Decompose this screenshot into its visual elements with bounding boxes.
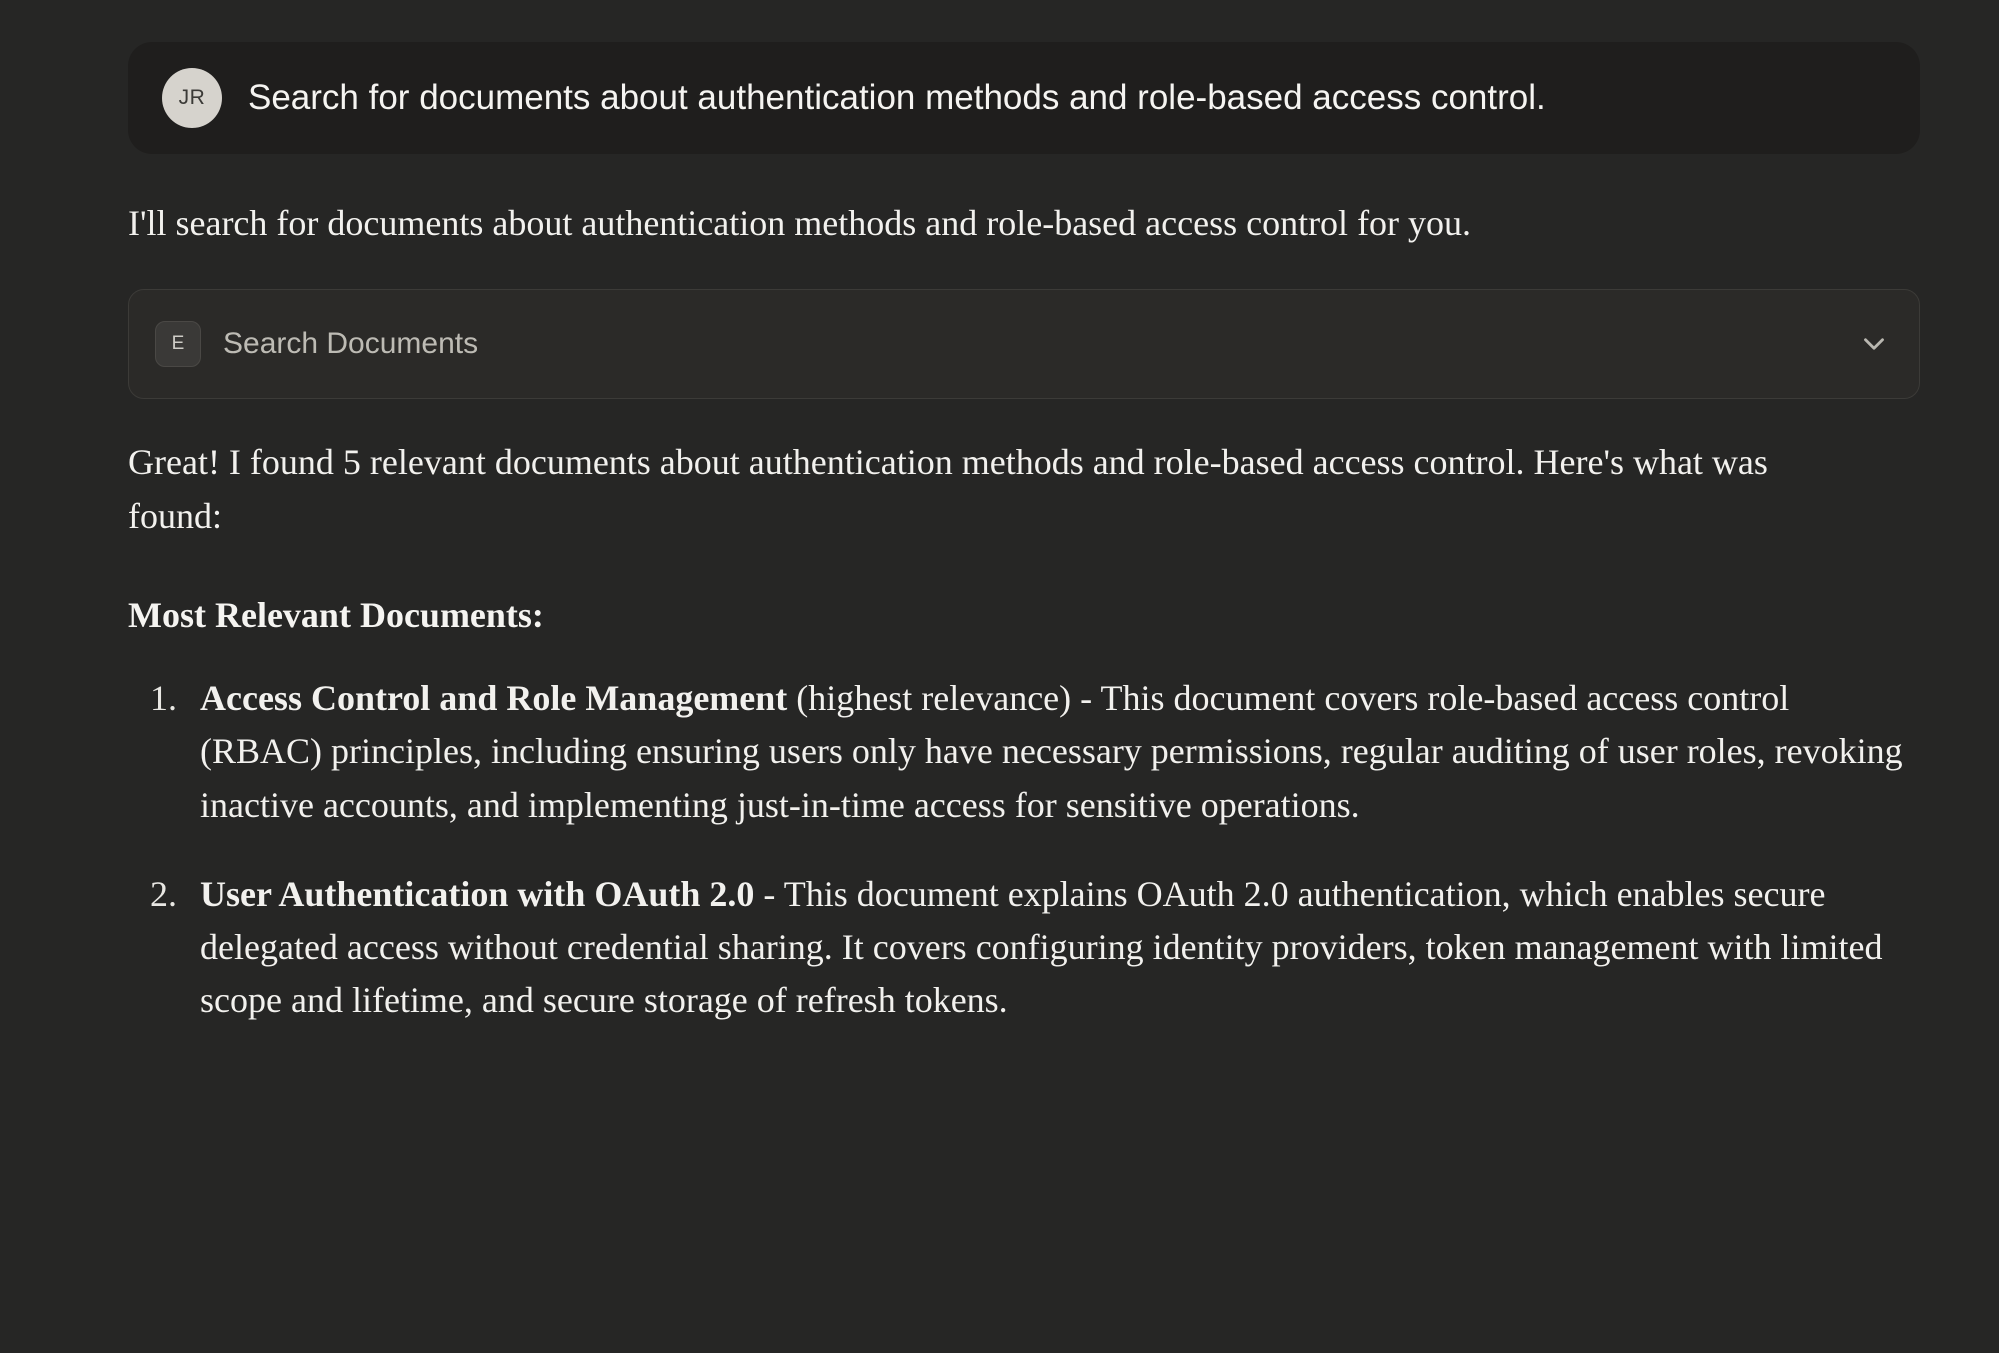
assistant-result-summary: Great! I found 5 relevant documents about authentication methods and role-based access control. Here's what was found: — [128, 441, 1768, 537]
user-message-bubble — [128, 42, 1920, 154]
avatar: JR — [162, 68, 222, 128]
document-title: User Authentication with OAuth 2.0 — [200, 873, 755, 914]
user-message-text: Search for documents about authentication methods and role-based access control. — [248, 78, 1546, 118]
document-description: (highest relevance) - This document covers role-based access control (RBAC) principles, including ensuring users only have necessary permissions, regular auditing of user roles, revoking inactive accounts, and implementing just-in-time access for sensitive operations. — [200, 678, 1903, 825]
section-heading-most-relevant: Most Relevant Documents: — [128, 595, 544, 636]
tool-badge-icon: E — [155, 321, 201, 367]
list-item — [186, 868, 1920, 1028]
tool-call-card-search-documents[interactable] — [128, 289, 1920, 399]
document-description: - This document explains OAuth 2.0 authentication, which enables secure delegated access without credential sharing. It covers configuring identity providers, token management with limited scope and lifetime, and secure storage of refresh tokens. — [200, 873, 1883, 1021]
document-title: Access Control and Role Management — [200, 678, 788, 719]
tool-call-label: Search Documents — [223, 326, 479, 360]
list-item — [186, 672, 1920, 832]
conversation-thread — [128, 42, 1920, 1028]
assistant-intro-text: I'll search for documents about authentication methods and role-based access control for you. — [128, 203, 1472, 243]
chevron-down-icon[interactable] — [1857, 327, 1891, 361]
document-results-list — [128, 672, 1920, 1028]
